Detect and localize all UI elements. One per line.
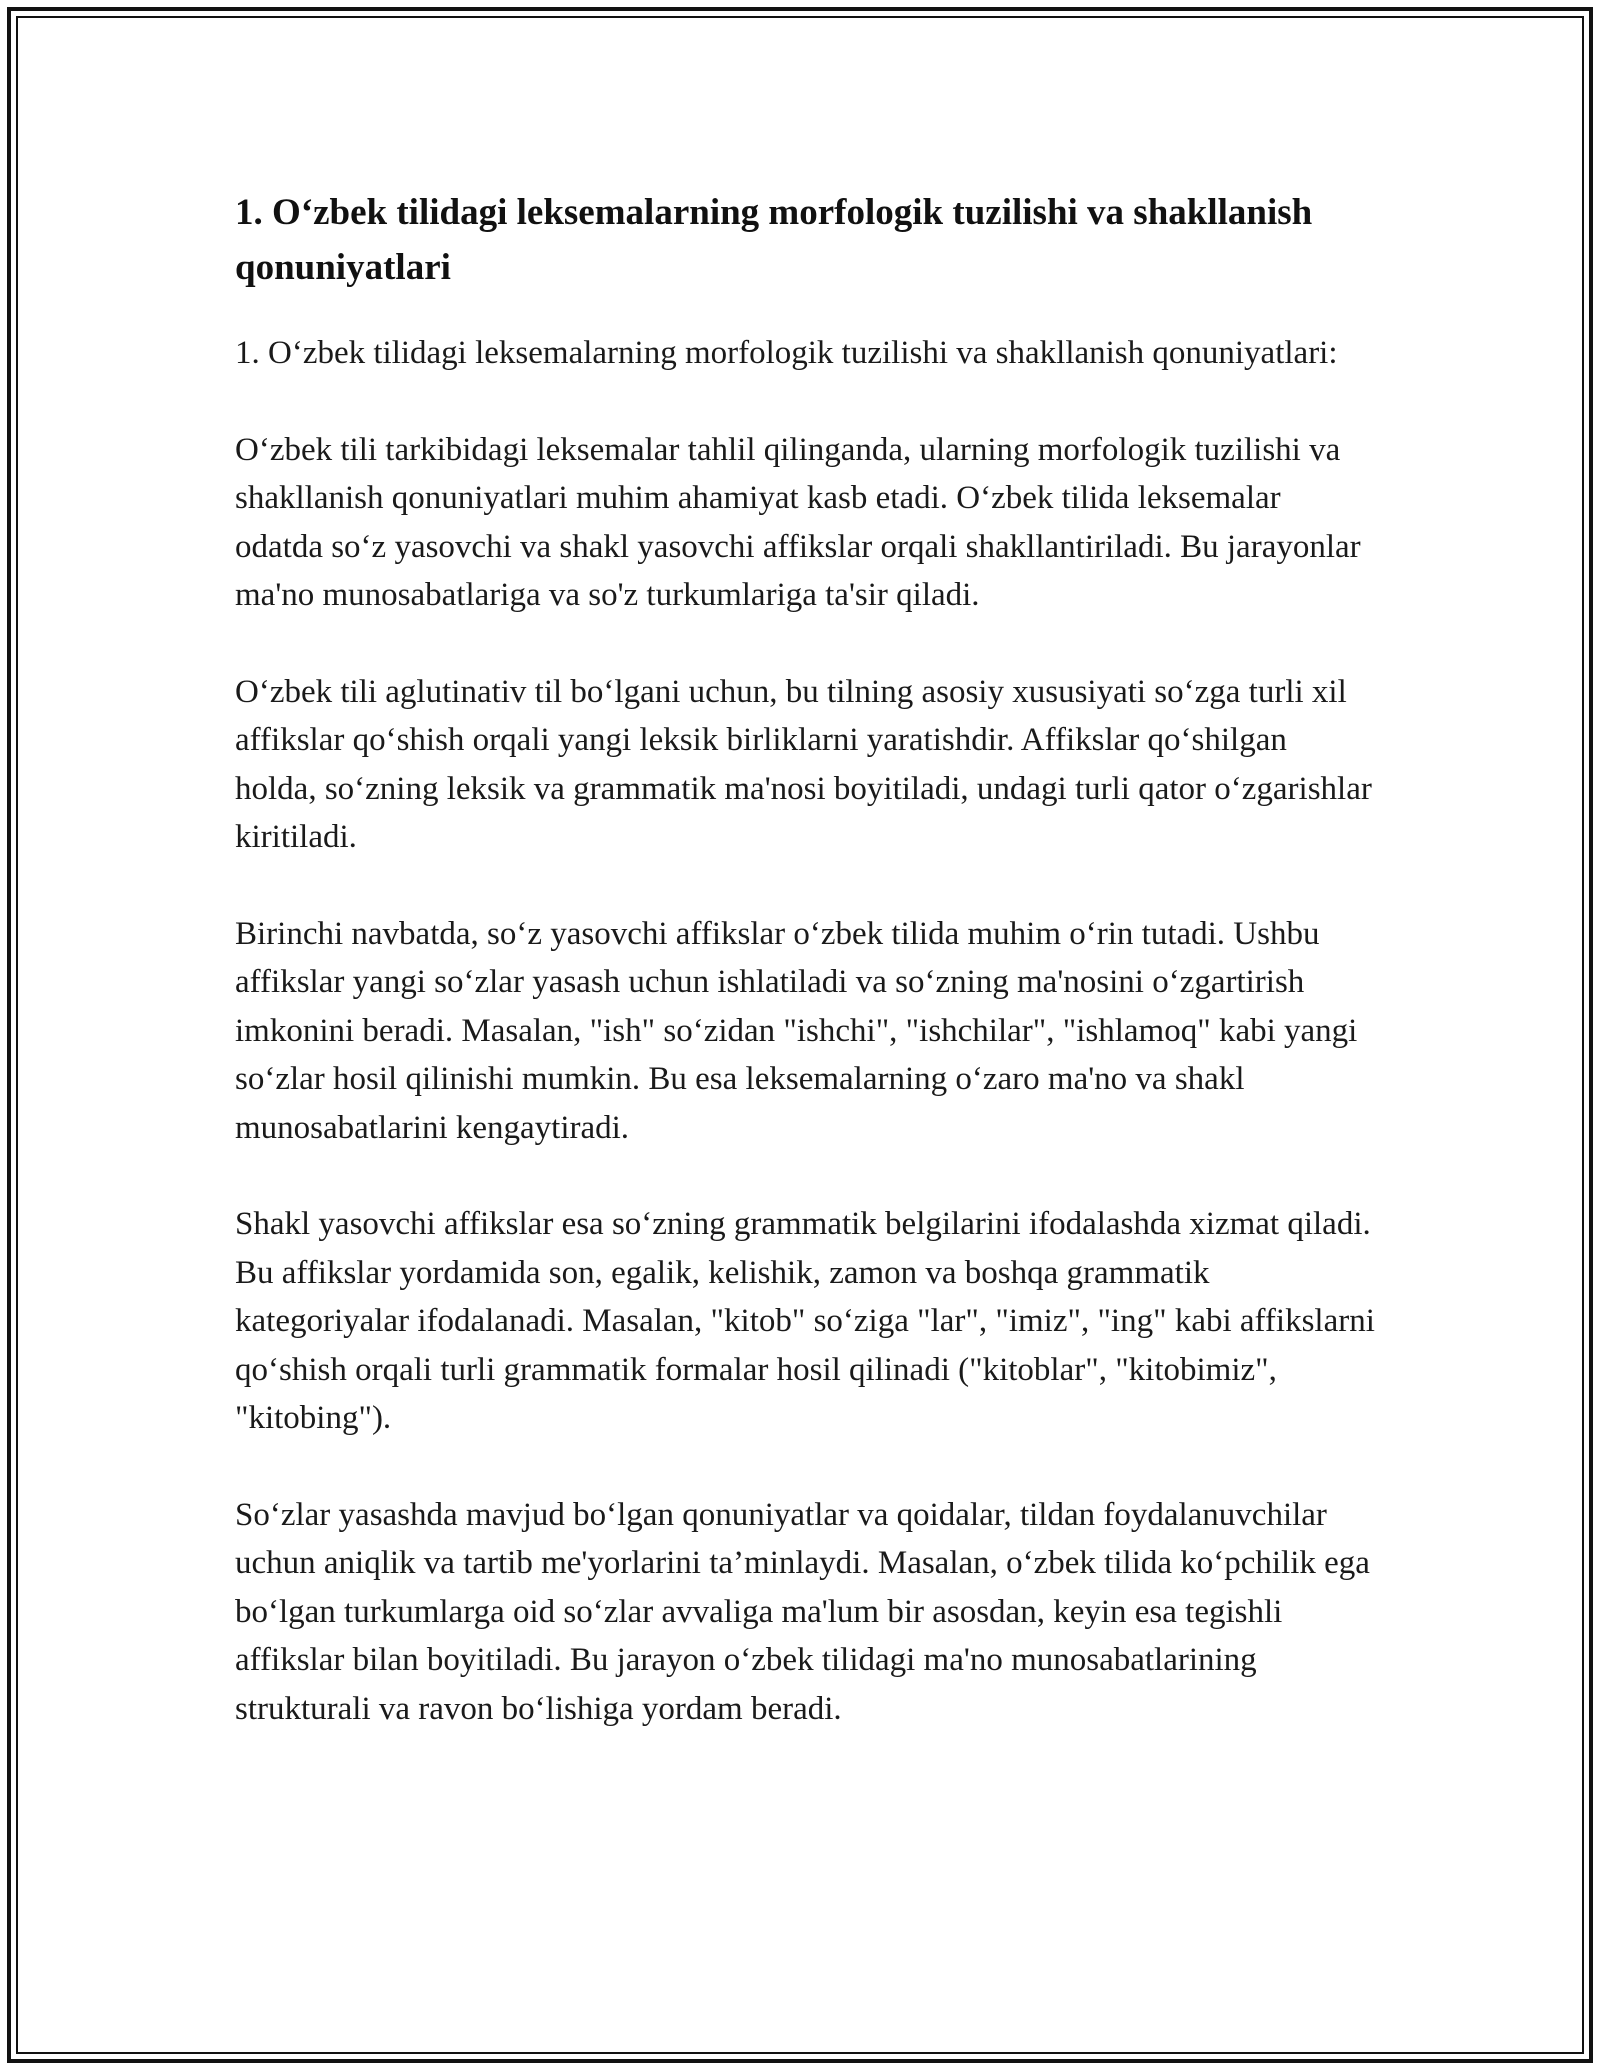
- paragraph-rules: So‘zlar yasashda mavjud bo‘lgan qonuniyatlar va qoidalar, tildan foydalanuvchilar uchun aniqlik va tartib me'yorlarini ta’minlaydi. Masalan, o‘zbek tilida ko‘pchilik ega bo‘lgan turkumlarga oid so‘zlar avvaliga ma'lum bir asosdan, keyin esa tegishli affikslar bilan boyitiladi. Bu jarayon o‘zbek tilidagi ma'no munosabatlarining strukturali va ravon bo‘lishiga yordam beradi.: [235, 1496, 1370, 1727]
- section-heading: 1. O‘zbek tilidagi leksemalarning morfologik tuzilishi va shakllanish qonuniyatlari: [235, 192, 1313, 288]
- paragraph-agglutinative: O‘zbek tili aglutinativ til bo‘lgani uchun, bu tilning asosiy xususiyati so‘zga turli xil affikslar qo‘shish orqali yangi leksik birliklarni yaratishdir. Affikslar qo‘shilgan holda, so‘zning leksik va grammatik ma'nosi boyitiladi, undagi turli qator o‘zgarishlar kiritiladi.: [235, 673, 1372, 855]
- paragraph-intro: 1. O‘zbek tilidagi leksemalarning morfologik tuzilishi va shakllanish qonuniyatlari:: [235, 335, 1338, 371]
- paragraph-form-building-affixes: Shakl yasovchi affikslar esa so‘zning grammatik belgilarini ifodalashda xizmat qiladi. Bu affikslar yordamida son, egalik, kelishik, zamon va boshqa grammatik kategoriyalar ifodalanadi. Masalan, "kitob" so‘ziga "lar", "imiz", "ing" kabi affikslarni qo‘shish orqali turli grammatik formalar hosil qilinadi ("kitoblar", "kitobimiz", "kitobing").: [235, 1206, 1375, 1436]
- paragraph-word-forming-affixes: Birinchi navbatda, so‘z yasovchi affikslar o‘zbek tilida muhim o‘rin tutadi. Ushbu affikslar yangi so‘zlar yasash uchun ishlatiladi va so‘zning ma'nosini o‘zgartirish imkonini beradi. Masalan, "ish" so‘zidan "ishchi", "ishchilar", "ishlamoq" kabi yangi so‘zlar hosil qilinishi mumkin. Bu esa leksemalarning o‘zaro ma'no va shakl munosabatlarini kengaytiradi.: [235, 915, 1358, 1146]
- paragraph-morphology: O‘zbek tili tarkibidagi leksemalar tahlil qilinganda, ularning morfologik tuzilishi va shakllanish qonuniyatlari muhim ahamiyat kasb etadi. O‘zbek tilida leksemalar odatda so‘z yasovchi va shakl yasovchi affikslar orqali shakllantiriladi. Bu jarayonlar ma'no munosabatlariga va so'z turkumlariga ta'sir qiladi.: [235, 431, 1361, 613]
- document-body: [235, 185, 1375, 1781]
